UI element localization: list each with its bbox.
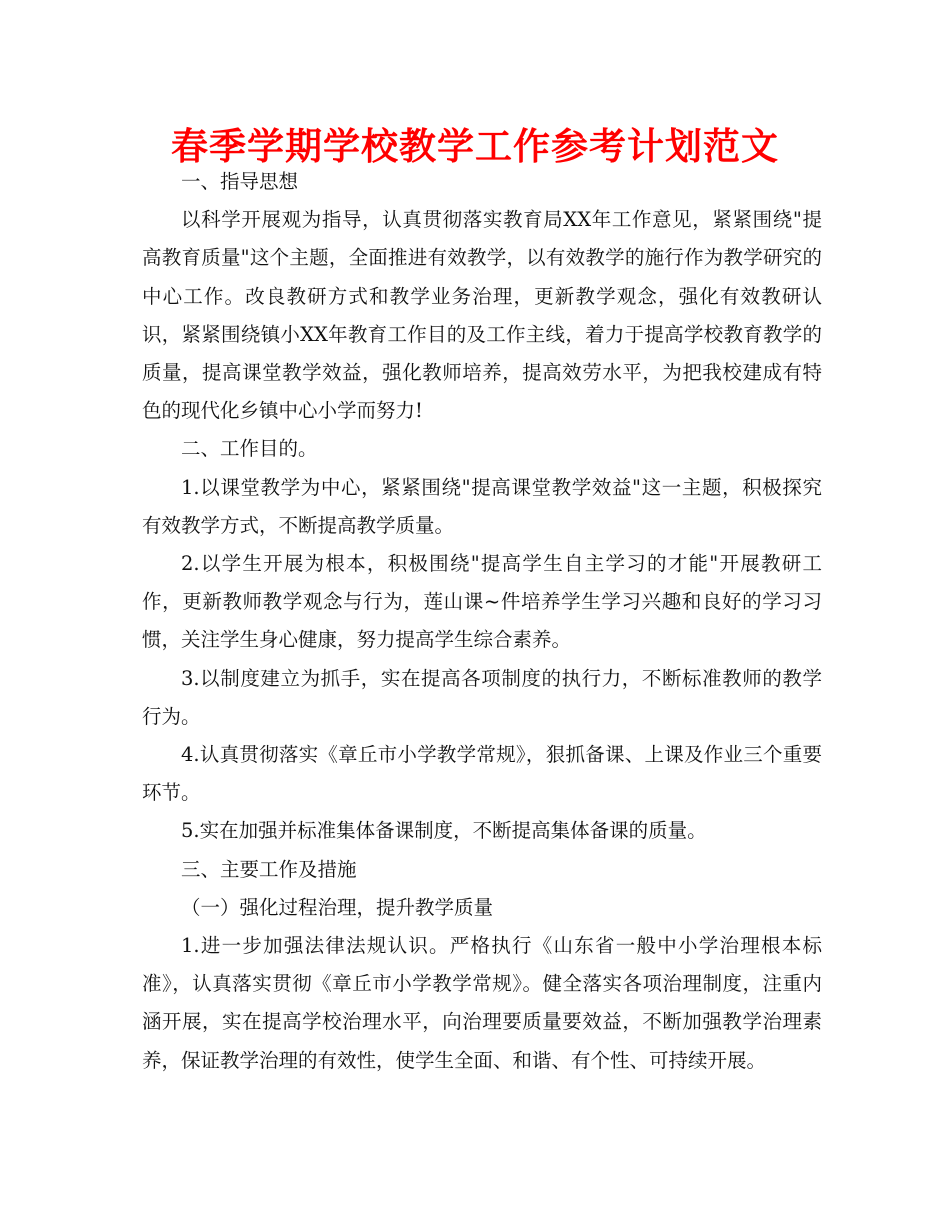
paragraph-goal-1: 1.以课堂教学为中心，紧紧围绕"提高课堂教学效益"这一主题，积极探究有效教学方式，不断提高教学质量。 — [142, 475, 822, 537]
paragraph-guiding-thought: 以科学开展观为指导，认真贯彻落实教育局XX年工作意见，紧紧围绕"提高教育质量"这个主题，全面推进有效教学，以有效教学的施行作为教学研究的中心工作。改良教研方式和教学业务治理，更新教学观念，强化有效教研认识，紧紧围绕镇小XX年教育工作目的及工作主线，着力于提高学校教育教学的质量，提高课堂教学效益，强化教师培养，提高效劳水平，为把我校建成有特色的现代化乡镇中心小学而努力! — [142, 208, 822, 423]
paragraph-goal-3: 3.以制度建立为抓手，实在提高各项制度的执行力，不断标准教师的教学行为。 — [142, 666, 822, 728]
document-title: 春季学期学校教学工作参考计划范文 — [171, 125, 779, 168]
subsection-heading-process-management: （一）强化过程治理，提升教学质量 — [181, 895, 494, 919]
paragraph-goal-4: 4.认真贯彻落实《章丘市小学教学常规》，狠抓备课、上课及作业三个重要环节。 — [142, 743, 822, 805]
section-heading-guiding-thought: 一、指导思想 — [181, 170, 299, 193]
section-heading-work-goals: 二、工作目的。 — [181, 437, 318, 461]
document-body — [142, 163, 822, 1080]
section-heading-main-work: 三、主要工作及措施 — [181, 857, 357, 881]
paragraph-measure-1: 1.进一步加强法律法规认识。严格执行《山东省一般中小学治理根本标准》，认真落实贯彻《章丘市小学教学常规》。健全落实各项治理制度，注重内涵开展，实在提高学校治理水平，向治理要质量要效益，不断加强教学治理素养，保证教学治理的有效性，使学生全面、和谐、有个性、可持续开展。 — [142, 934, 822, 1072]
paragraph-goal-5: 5.实在加强并标准集体备课制度，不断提高集体备课的质量。 — [181, 819, 707, 843]
paragraph-goal-2: 2.以学生开展为根本，积极围绕"提高学生自主学习的才能"开展教研工作，更新教师教学观念与行为，莲山课~件培养学生学习兴趣和良好的学习习惯，关注学生身心健康，努力提高学生综合素养。 — [142, 552, 822, 652]
